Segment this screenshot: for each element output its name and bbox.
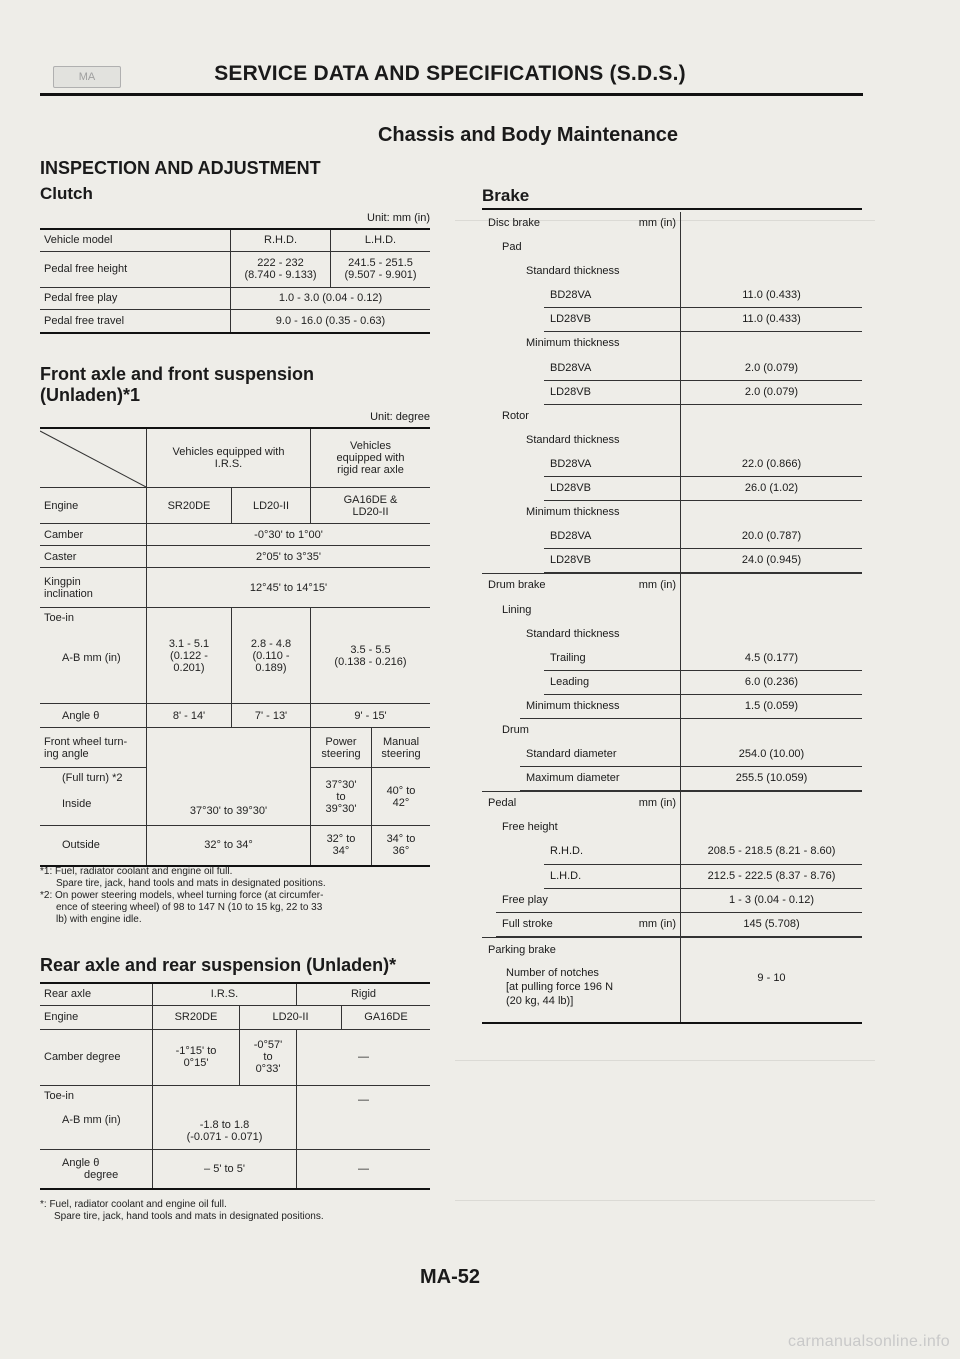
brake-row-value: 1.5 (0.059) [744, 699, 799, 712]
brake-row-label: Standard diameter [526, 748, 617, 761]
page-number: MA-52 [419, 1266, 480, 1288]
row-label: Pedal free height [40, 251, 231, 287]
camber-value: -1°15' to 0°15' [153, 1029, 240, 1085]
blank-cell [147, 728, 311, 768]
brake-row-value: 20.0 (0.787) [741, 530, 802, 543]
brake-row [482, 477, 862, 501]
brake-row-label: Free play [502, 893, 548, 906]
brake-row-value: 208.5 - 218.5 (8.21 - 8.60) [707, 845, 836, 858]
bleed-line [455, 1060, 875, 1061]
camber-value: — [297, 1029, 431, 1085]
column-rule [680, 260, 681, 284]
page-title: SERVICE DATA AND SPECIFICATIONS (S.D.S.) [214, 62, 686, 85]
engine-value: LD20-II [232, 488, 311, 524]
outside-manual-value: 34° to 36° [372, 826, 431, 866]
row-value: 1.0 - 3.0 (0.04 - 0.12) [231, 287, 431, 309]
title-rule [40, 93, 863, 96]
brake-row [482, 549, 862, 573]
brake-row-value: 2.0 (0.079) [744, 361, 799, 374]
row-label: Pedal free travel [40, 309, 231, 333]
column-rule [680, 405, 681, 429]
brake-row-label: Leading [550, 675, 590, 688]
toein-value: -1.8 to 1.8 (-0.071 - 0.071) [153, 1085, 297, 1149]
irs-header: Vehicles equipped with I.R.S. [147, 428, 311, 488]
toein-ab-value: 3.1 - 5.1 (0.122 - 0.201) [147, 608, 232, 704]
row-value: 9.0 - 16.0 (0.35 - 0.63) [231, 309, 431, 333]
parking-notch-text: Number of notches [at pulling force 196 N (20 kg, 44 lb)] [506, 966, 614, 1007]
column-rule [680, 236, 681, 260]
brake-row [482, 695, 862, 719]
brake-top-rule [482, 208, 862, 210]
brake-row-unit: mm (in) [638, 217, 676, 229]
brake-row [482, 743, 862, 767]
brake-row-value: 11.0 (0.433) [742, 313, 801, 326]
watermark: carmanualsonline.info [788, 1333, 950, 1350]
brake-row-value: 24.0 (0.945) [741, 554, 802, 567]
toein-ab-value: 3.5 - 5.5 (0.138 - 0.216) [311, 608, 431, 704]
brake-row-value: 255.5 (10.059) [735, 772, 808, 785]
brake-row [482, 647, 862, 671]
row-label: (Full turn) *2 Inside [40, 768, 147, 826]
brake-row-label: LD28VB [550, 554, 591, 567]
engine-value: LD20-II [240, 1005, 342, 1029]
engine-value: GA16DE [342, 1005, 431, 1029]
angle-value: — [297, 1149, 431, 1189]
brake-row-value: 2.0 (0.079) [744, 385, 799, 398]
engine-value: SR20DE [147, 488, 232, 524]
column-rule [680, 574, 681, 598]
brake-row-value: 1 - 3 (0.04 - 0.12) [729, 893, 814, 906]
brake-row-label: Minimum thickness [526, 699, 620, 712]
parking-brake-block [482, 937, 862, 1024]
row-label: Kingpin inclination [40, 568, 147, 608]
rigid-header: Vehicles equipped with rigid rear axle [311, 428, 431, 488]
header-cell: L.H.D. [331, 229, 430, 251]
row-label: Toe-in A-B mm (in) [40, 1085, 153, 1149]
brake-row-label: Standard thickness [526, 433, 620, 446]
column-rule [680, 816, 681, 840]
brake-row-value: 212.5 - 222.5 (8.37 - 8.76) [707, 869, 836, 882]
brake-row [482, 308, 862, 332]
brake-row-label: BD28VA [550, 361, 592, 374]
brake-row [482, 525, 862, 549]
brake-row-value: 254.0 (10.00) [738, 748, 805, 761]
rear-footnotes: *: Fuel, radiator coolant and engine oil full. Spare tire, jack, hand tools and mats in designated positions. [40, 1199, 324, 1222]
toein-value: — [297, 1085, 431, 1149]
brake-row [482, 767, 862, 791]
row-label: Engine [40, 1005, 153, 1029]
brake-row-label: Minimum thickness [526, 337, 620, 350]
front-heading-unladen: (Unladen)*1 [40, 385, 141, 405]
rear-heading: Rear axle and rear suspension (Unladen)* [40, 955, 397, 975]
rear-suspension-table [40, 982, 430, 1190]
lhd-value: 241.5 - 251.5 (9.507 - 9.901) [331, 251, 430, 287]
brake-row-value: 4.5 (0.177) [744, 651, 799, 664]
brake-row-label: Maximum diameter [526, 772, 620, 785]
brake-row [482, 671, 862, 695]
toein-ab-value: 2.8 - 4.8 (0.110 - 0.189) [232, 608, 311, 704]
brake-row-label: Pad [502, 241, 522, 254]
front-unit: Unit: degree [370, 411, 430, 423]
inside-power-value: 37°30' to 39°30' [311, 768, 372, 826]
brake-row-label: LD28VB [550, 482, 591, 495]
brake-row-unit: mm (in) [638, 917, 676, 930]
brake-row [482, 260, 862, 284]
column-rule [680, 332, 681, 356]
clutch-unit: Unit: mm (in) [367, 212, 430, 224]
brake-row [482, 453, 862, 477]
column-rule [680, 501, 681, 525]
brake-row [482, 357, 862, 381]
outside-power-value: 32° to 34° [311, 826, 372, 866]
rigid-header: Rigid [297, 983, 431, 1005]
brake-row [482, 236, 862, 260]
kingpin-value: 12°45' to 14°15' [147, 568, 431, 608]
brake-row-label: LD28VB [550, 313, 591, 326]
brake-row-unit: mm (in) [638, 797, 676, 810]
brake-row-label: Disc brake [488, 217, 540, 229]
brake-row-value: 26.0 (1.02) [744, 482, 799, 495]
brake-heading: Brake [482, 186, 530, 205]
row-label: Engine [40, 488, 147, 524]
irs-header: I.R.S. [153, 983, 297, 1005]
row-label: Caster [40, 546, 147, 568]
angle-value: 7' - 13' [232, 704, 311, 728]
column-rule [680, 792, 681, 816]
brake-row [482, 623, 862, 647]
brake-row-label: L.H.D. [550, 869, 582, 882]
column-rule [680, 212, 681, 236]
bleed-line [455, 1200, 875, 1201]
brake-row [482, 381, 862, 405]
brake-row-label: Drum brake [488, 579, 546, 592]
brake-row-value: 6.0 (0.236) [744, 675, 799, 688]
brake-row-label: Trailing [550, 651, 586, 664]
row-label: Camber degree [40, 1029, 153, 1085]
brake-row [482, 284, 862, 308]
row-label: Camber [40, 524, 147, 546]
column-rule [680, 429, 681, 453]
front-heading: Front axle and front suspension [40, 364, 315, 384]
camber-value: -0°57' to 0°33' [240, 1029, 297, 1085]
brake-row [482, 599, 862, 623]
brake-row-label: Lining [502, 603, 532, 616]
parking-label: Parking brake [488, 943, 556, 956]
brake-row [482, 332, 862, 356]
brake-row-label: Full stroke [502, 917, 553, 930]
row-label: Pedal free play [40, 287, 231, 309]
front-footnotes: *1: Fuel, radiator coolant and engine oil full. Spare tire, jack, hand tools and mats in designated positions. *2: On power steering models, wheel turning force (at circumfer- ence of steering wheel) of 98 to 147 N (10 to 15 kg, 22 to 33 lb) with engine idle. [40, 866, 326, 925]
section-tag: MA [53, 66, 121, 88]
caster-value: 2°05' to 3°35' [147, 546, 431, 568]
column-rule [680, 599, 681, 623]
brake-row [482, 405, 862, 429]
brake-row-label: Pedal [488, 797, 517, 810]
row-label: Front wheel turn- ing angle [40, 728, 147, 768]
engine-value: SR20DE [153, 1005, 240, 1029]
brake-row-value: 145 (5.708) [743, 917, 800, 930]
clutch-table [40, 228, 430, 334]
brake-row [482, 573, 862, 598]
brake-row [482, 816, 862, 840]
power-header: Power steering [311, 728, 372, 768]
header-cell: Vehicle model [40, 229, 231, 251]
brake-row-unit: mm (in) [638, 579, 676, 592]
angle-value: 9' - 15' [311, 704, 431, 728]
brake-table [482, 212, 862, 1024]
angle-value: – 5' to 5' [153, 1149, 297, 1189]
brake-row-label: Drum [502, 723, 529, 736]
clutch-heading: Clutch [40, 184, 93, 203]
brake-row-label: LD28VB [550, 385, 591, 398]
brake-row [482, 913, 862, 937]
brake-row-label: BD28VA [550, 289, 592, 302]
brake-row-value: 22.0 (0.866) [741, 457, 802, 470]
brake-row-label: BD28VA [550, 457, 592, 470]
brake-row-label: BD28VA [550, 530, 592, 543]
row-label: Outside [40, 826, 147, 866]
inside-irs-value: 37°30' to 39°30' [147, 768, 311, 826]
row-label: Toe-in A-B mm (in) [40, 608, 147, 704]
brake-row-label: Free height [502, 821, 558, 834]
brake-row-label: Standard thickness [526, 265, 620, 278]
outside-irs-value: 32° to 34° [147, 826, 311, 866]
brake-row-label: R.H.D. [550, 845, 583, 858]
brake-row-value: 11.0 (0.433) [742, 289, 801, 302]
manual-header: Manual steering [372, 728, 431, 768]
brake-row [482, 840, 862, 864]
brake-row [482, 791, 862, 816]
row-label: Angle θ degree [40, 1149, 153, 1189]
diagonal-corner [40, 428, 147, 488]
inside-manual-value: 40° to 42° [372, 768, 431, 826]
brake-row-label: Minimum thickness [526, 506, 620, 519]
brake-row-label: Standard thickness [526, 627, 620, 640]
brake-row [482, 889, 862, 913]
brake-row [482, 865, 862, 889]
brake-row [482, 501, 862, 525]
row-label: Rear axle [40, 983, 153, 1005]
rhd-value: 222 - 232 (8.740 - 9.133) [231, 251, 331, 287]
brake-row [482, 719, 862, 743]
angle-value: 8' - 14' [147, 704, 232, 728]
column-rule [680, 719, 681, 743]
section-heading: INSPECTION AND ADJUSTMENT [40, 158, 321, 178]
parking-value: 9 - 10 [757, 971, 786, 984]
front-suspension-table [40, 427, 430, 867]
brake-row-label: Rotor [502, 409, 529, 422]
brake-row [482, 212, 862, 236]
brake-row [482, 429, 862, 453]
header-cell: R.H.D. [231, 229, 331, 251]
camber-value: -0°30' to 1°00' [147, 524, 431, 546]
row-label: Angle θ [40, 704, 147, 728]
engine-value: GA16DE & LD20-II [311, 488, 431, 524]
column-rule [680, 623, 681, 647]
page-subtitle: Chassis and Body Maintenance [377, 124, 679, 146]
